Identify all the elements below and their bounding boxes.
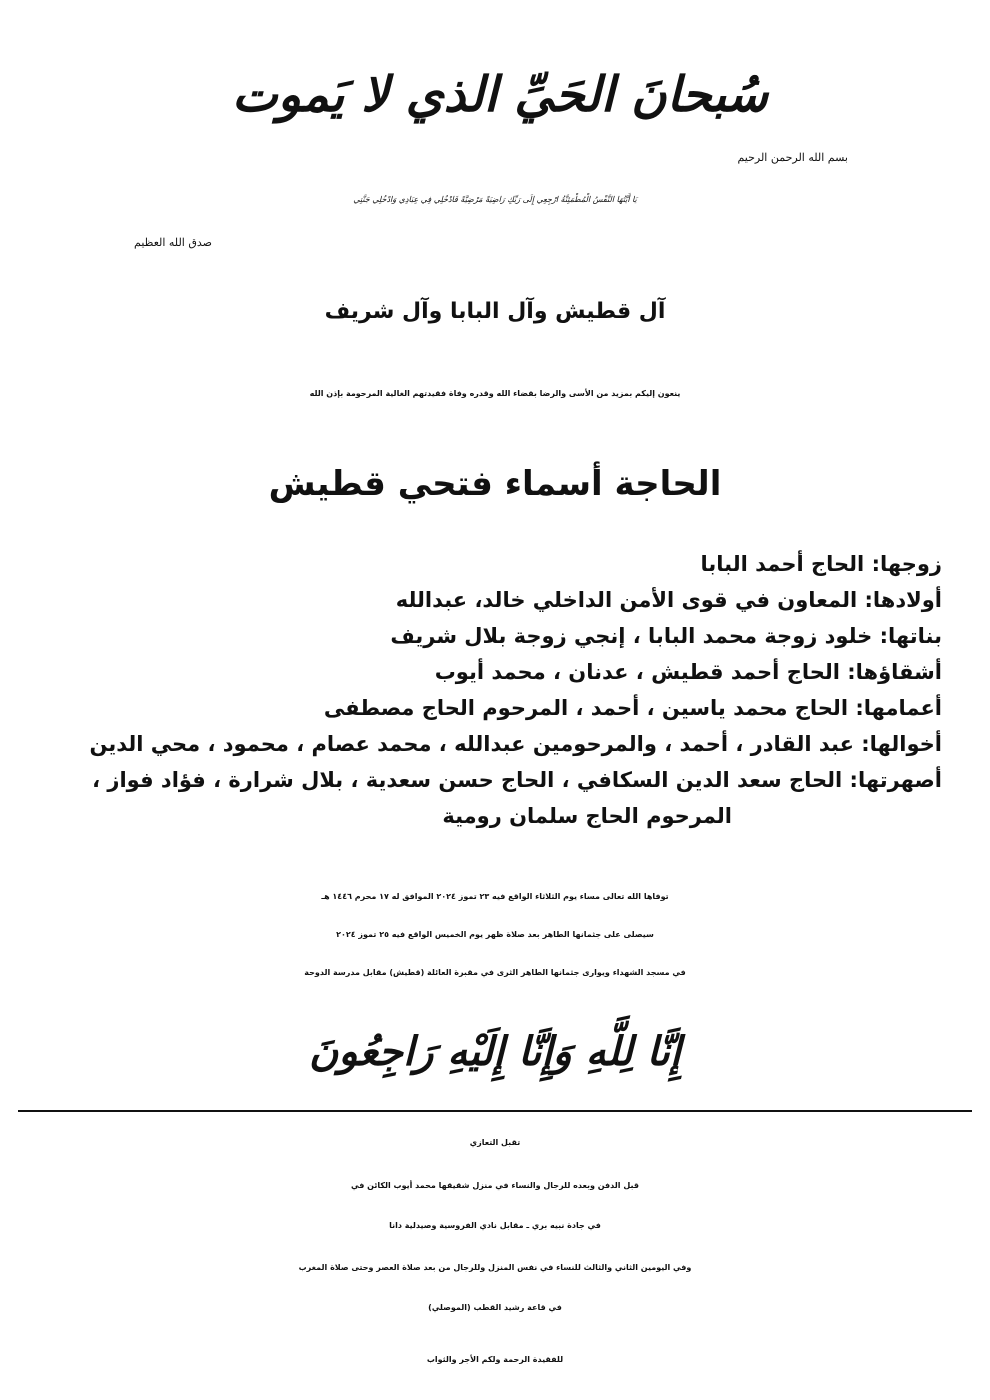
announcement-text: ينعون إليكم بمزيد من الأسى والرضا بقضاء الله وقدره وفاة فقيدتهم الغالية المرحومة بإذن الله xyxy=(309,389,681,398)
relative-label: أشقاؤها: xyxy=(847,660,942,684)
section-divider xyxy=(18,1110,972,1112)
relative-value: المعاون في قوى الأمن الداخلي خالد، عبدالله xyxy=(395,588,858,612)
relative-label: زوجها: xyxy=(871,552,942,576)
condolences-line-1: قبل الدفن وبعده للرجال والنساء في منزل شقيقها محمد أيوب الكائن في xyxy=(351,1181,639,1190)
relative-row-daughters xyxy=(12,618,942,654)
relative-value: الحاج أحمد قطيش ، عدنان ، محمد أيوب xyxy=(434,660,840,684)
relative-row-paternal-uncles xyxy=(12,690,942,726)
families-heading: آل قطيش وآل البابا وآل شريف xyxy=(324,299,666,324)
relative-label: أصهرتها: xyxy=(849,768,942,792)
quran-verse: يَا أَيَّتُهَا النَّفْسُ الْمُطْمَئِنَّةُ ارْجِعِي إِلَى رَبِّكِ رَاضِيَةً مَرْضِيَّةً فَادْخُلِي فِي عِبَادِي وَادْخُلِي جَنَّتِي xyxy=(353,195,637,204)
detail-line-burial: في مسجد الشهداء ويوارى جثمانها الطاهر الثرى في مقبرة العائلة (قطيش) مقابل مدرسة الدوحة xyxy=(304,968,686,977)
detail-line-death-date: توفاها الله تعالى مساء يوم الثلاثاء الواقع فيه ٢٣ تموز ٢٠٢٤ الموافق له ١٧ محرم ١٤٤٦ هـ xyxy=(321,892,669,901)
relative-value: خلود زوجة محمد البابا ، إنجي زوجة بلال شريف xyxy=(390,624,873,648)
basmala: بسم الله الرحمن الرحيم xyxy=(737,151,848,164)
calligraphy-title: سُبحانَ الحَيِّ الذي لا يَموت xyxy=(231,66,769,123)
relative-label: بناتها: xyxy=(879,624,942,648)
relative-row-siblings xyxy=(12,654,942,690)
detail-line-prayer: سيصلى على جثمانها الطاهر بعد صلاة ظهر يوم الخميس الواقع فيه ٢٥ تموز ٢٠٢٤ xyxy=(336,930,654,939)
condolences-line-4: في قاعة رشيد القطب (الموصلي) xyxy=(428,1303,562,1312)
relative-value: المرحوم الحاج سلمان رومية xyxy=(442,804,732,828)
relative-label: أخوالها: xyxy=(861,732,942,756)
relative-row-in-laws xyxy=(12,762,942,798)
relative-label: أعمامها: xyxy=(855,696,942,720)
relative-row-maternal-uncles xyxy=(12,726,942,762)
relative-value: الحاج أحمد البابا xyxy=(700,552,865,576)
relative-value: عبد القادر ، أحمد ، والمرحومين عبدالله ، محمد عصام ، محمود ، محي الدين xyxy=(89,732,854,756)
relative-row-in-laws-continued xyxy=(12,798,942,834)
relative-value: الحاج سعد الدين السكافي ، الحاج حسن سعدية ، بلال شرارة ، فؤاد فواز ، xyxy=(92,768,843,792)
relative-row-sons xyxy=(12,582,942,618)
final-prayer: للفقيدة الرحمة ولكم الأجر والثواب xyxy=(426,1355,564,1364)
deceased-name: الحاجة أسماء فتحي قطيش xyxy=(268,464,722,504)
condolences-line-3: وفي اليومين الثاني والثالث للنساء في نفس المنزل وللرجال من بعد صلاة العصر وحتى صلاة المغرب xyxy=(298,1263,692,1272)
relative-row-husband xyxy=(12,546,942,582)
relatives-list xyxy=(12,546,942,834)
sadaqa-text: صدق الله العظيم xyxy=(134,236,212,249)
relative-label: أولادها: xyxy=(864,588,942,612)
relative-value: الحاج محمد ياسين ، أحمد ، المرحوم الحاج مصطفى xyxy=(323,696,849,720)
condolences-heading: تقبل التعازي xyxy=(469,1138,521,1147)
condolences-line-2: في جادة نبيه بري ـ مقابل نادي الفروسية وصيدلية دانا xyxy=(389,1221,601,1230)
closing-calligraphy: إِنَّا لِلَّهِ وَإِنَّا إِلَيْهِ رَاجِعُونَ xyxy=(308,1028,682,1075)
